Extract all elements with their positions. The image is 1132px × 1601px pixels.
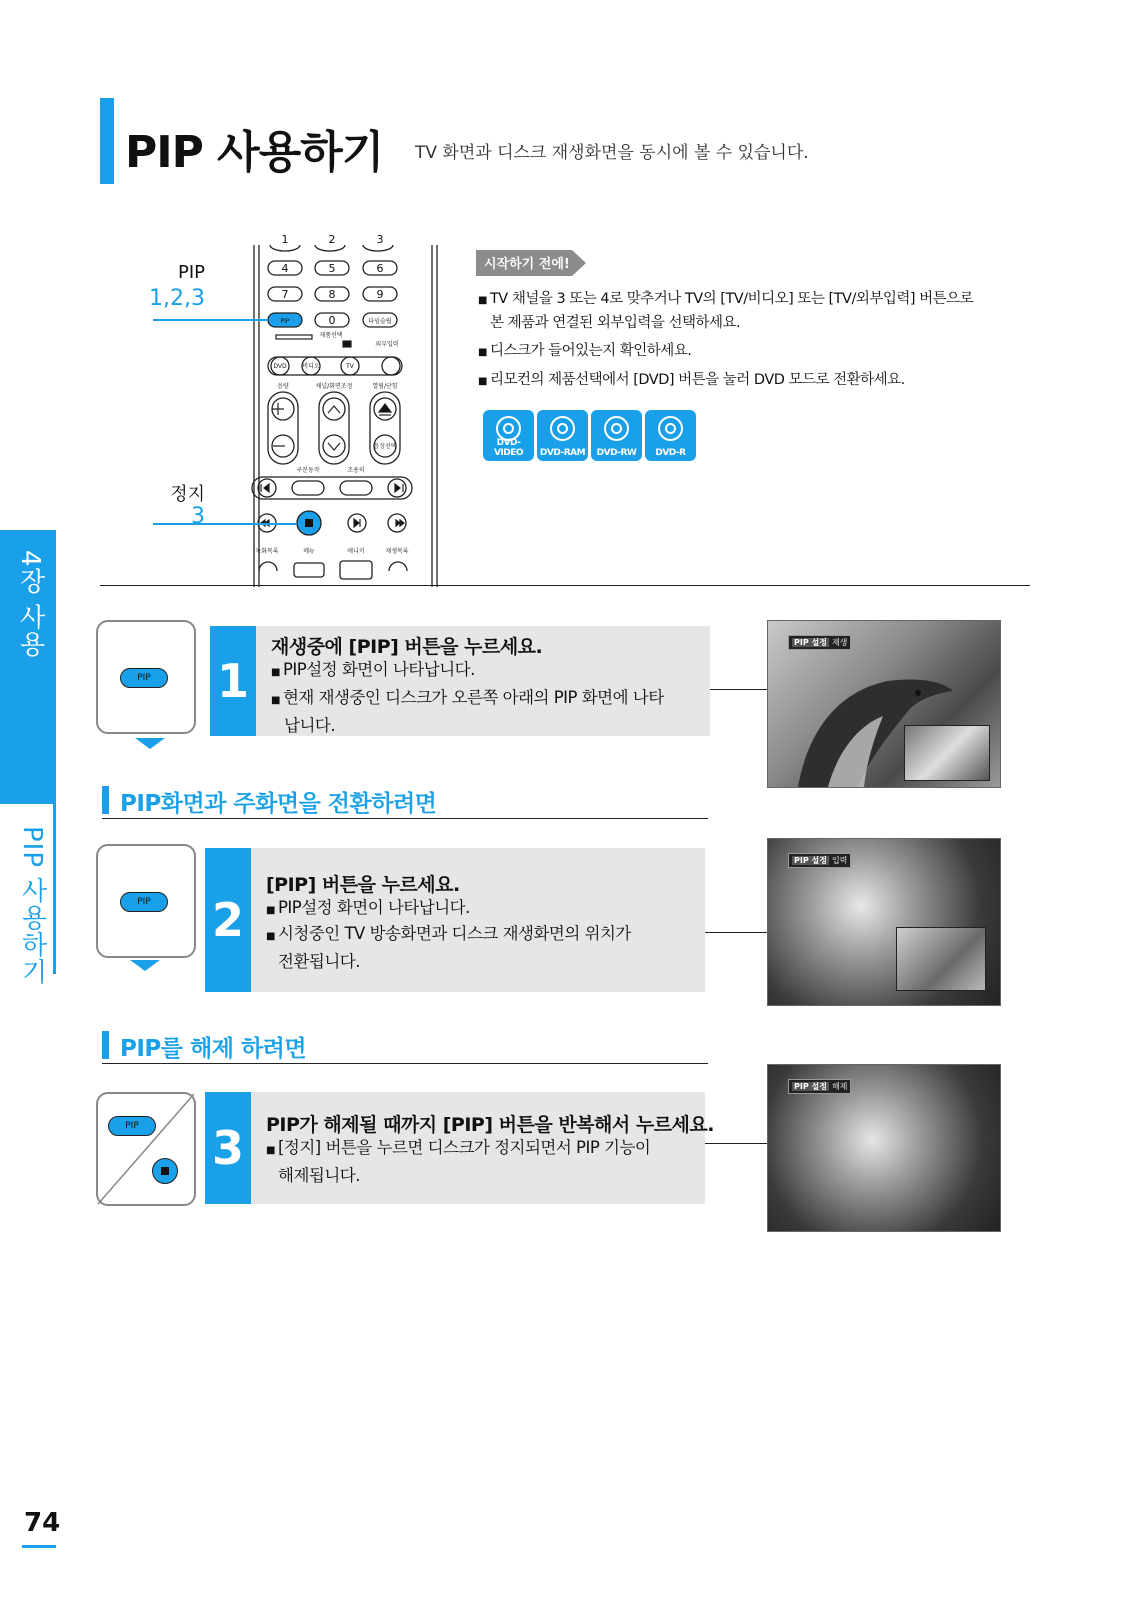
step1-text: 납니다. bbox=[284, 716, 336, 735]
disc-icon-dvd-rw bbox=[591, 410, 642, 461]
remote-frame: 구분동작 bbox=[296, 467, 320, 474]
before-start-tag bbox=[476, 250, 586, 276]
osd-value: 해제 bbox=[831, 1082, 848, 1091]
remote-label-stop-step: 3 bbox=[191, 504, 205, 529]
osd-tag: PIP 설정 bbox=[794, 856, 827, 865]
before-item-text: TV 채널을 3 또는 4로 맞추거나 TV의 [TV/비디오] 또는 [TV/외부입력] 버튼으로 bbox=[489, 291, 974, 307]
remote-recorded-list: 녹화목록 bbox=[255, 548, 279, 555]
subhead-rule bbox=[102, 1063, 708, 1064]
before-item-text: 리모컨의 제품선택에서 [DVD] 버튼을 눌러 DVD 모드로 전환하세요. bbox=[489, 372, 905, 388]
pip-window bbox=[896, 927, 986, 991]
before-item: ■ 디스크가 들어있는지 확인하세요. bbox=[478, 343, 692, 359]
remote-volume: 음량 bbox=[277, 383, 289, 390]
step2-line bbox=[278, 948, 360, 976]
remote-external-input: 외부입력 bbox=[375, 341, 399, 348]
step3-button-card bbox=[96, 1092, 196, 1206]
remote-key-6: 6 bbox=[376, 262, 384, 275]
subhead-rule bbox=[102, 818, 708, 819]
before-item-text: 본 제품과 연결된 외부입력을 선택하세요. bbox=[490, 315, 741, 331]
step2-heading: [PIP] 버튼을 누르세요. bbox=[266, 874, 460, 896]
step2-line: ■ 시청중인 TV 방송화면과 디스크 재생화면의 위치가 bbox=[266, 924, 631, 943]
disc-icon-dvd-ram bbox=[537, 410, 588, 461]
step2-button-card bbox=[96, 844, 196, 958]
disc-label: DVD-RW bbox=[596, 448, 637, 458]
page-title: PIP 사용하기 bbox=[125, 127, 384, 178]
svg-text:1: 1 bbox=[281, 233, 289, 246]
remote-sound-select: 음성선택 bbox=[373, 443, 397, 450]
before-item: ■ 리모컨의 제품선택에서 [DVD] 버튼을 눌러 DVD 모드로 전환하세요. bbox=[478, 372, 905, 388]
svg-text:2: 2 bbox=[328, 233, 336, 246]
remote-menu: 메뉴 bbox=[303, 548, 315, 555]
subhead-bar bbox=[102, 786, 109, 814]
pip-button: PIP bbox=[120, 668, 168, 688]
section-label: PIP 사용하기 bbox=[17, 826, 47, 986]
remote-key-4: 4 bbox=[281, 262, 289, 275]
step3-osd bbox=[788, 1079, 851, 1094]
remote-key-8: 8 bbox=[328, 288, 336, 301]
before-item-text: 디스크가 들어있는지 확인하세요. bbox=[489, 343, 692, 359]
osd-value: 재생 bbox=[831, 638, 848, 647]
step3-text: [정지] 버튼을 누르면 디스크가 정지되면서 PIP 기능이 bbox=[277, 1138, 651, 1157]
arrow-down-icon bbox=[135, 738, 165, 749]
step1-text: 현재 재생중인 디스크가 오른쪽 아래의 PIP 화면에 나타 bbox=[282, 688, 664, 707]
remote-key-9: 9 bbox=[376, 288, 384, 301]
step2-screen bbox=[767, 838, 1001, 1006]
step1-button-card bbox=[96, 620, 196, 734]
step3-number: 3 bbox=[205, 1092, 251, 1204]
remote-label-stop: 정지 bbox=[170, 484, 205, 505]
step1-line: ■ PIP설정 화면이 나타납니다. bbox=[271, 660, 475, 679]
subhead-release: PIP를 해제 하려면 bbox=[120, 1036, 307, 1062]
step3-line: ■ [정지] 버튼을 누르면 디스크가 정지되면서 PIP 기능이 bbox=[266, 1138, 651, 1157]
title-accent-bar bbox=[100, 98, 114, 184]
step3-screen bbox=[767, 1064, 1001, 1232]
pip-button: PIP bbox=[120, 892, 168, 912]
remote-open-close: 열림/단힘 bbox=[372, 383, 398, 390]
remote-key-5: 5 bbox=[328, 262, 336, 275]
step3-line bbox=[278, 1162, 360, 1190]
step1-text: PIP설정 화면이 나타납니다. bbox=[282, 660, 475, 679]
remote-key-pip: PIP bbox=[280, 318, 290, 325]
osd-tag: PIP 설정 bbox=[794, 1082, 827, 1091]
diagonal-divider bbox=[98, 1094, 194, 1204]
stop-button bbox=[152, 1158, 178, 1184]
pip-button: PIP bbox=[108, 1116, 156, 1136]
step1-screen bbox=[767, 620, 1001, 788]
subhead-switch: PIP화면과 주화면을 전환하려면 bbox=[120, 791, 437, 817]
before-item: ■ TV 채널을 3 또는 4로 맞추거나 TV의 [TV/비디오] 또는 [TV/외부입력] 버튼으로 본 제품과 연결된 외부입력을 선택하세요. bbox=[478, 291, 974, 331]
remote-channel: 채널/화면조정 bbox=[315, 383, 353, 390]
disc-label: DVD-VIDEO bbox=[493, 438, 524, 458]
arrow-down-icon bbox=[130, 960, 160, 971]
step1-line: ■ 현재 재생중인 디스크가 오른쪽 아래의 PIP 화면에 나타 bbox=[271, 688, 664, 707]
stop-icon bbox=[161, 1167, 169, 1175]
step2-text: PIP설정 화면이 나타납니다. bbox=[277, 898, 470, 917]
disc-label: DVD-R bbox=[655, 448, 686, 458]
pip-window bbox=[904, 725, 990, 781]
svg-text:3: 3 bbox=[376, 233, 384, 246]
connector-line bbox=[705, 1143, 768, 1144]
before-start-list bbox=[478, 288, 978, 398]
disc-label: DVD-RAM bbox=[539, 448, 586, 458]
step2-line: ■ PIP설정 화면이 나타납니다. bbox=[266, 898, 470, 917]
step1-line bbox=[284, 712, 335, 740]
step2-osd bbox=[788, 853, 851, 868]
page-subtitle: TV 화면과 디스크 재생화면을 동시에 볼 수 있습니다. bbox=[415, 143, 809, 163]
remote-key-7: 7 bbox=[281, 288, 289, 301]
step1-osd bbox=[788, 635, 851, 650]
remote-control-illustration bbox=[153, 233, 453, 587]
step2-number: 2 bbox=[205, 848, 251, 992]
chapter-tab-line bbox=[53, 804, 56, 974]
osd-value: 입력 bbox=[831, 856, 848, 865]
remote-product-select: 제품선택 bbox=[319, 332, 343, 339]
remote-key-timeslip: 타임슬립 bbox=[368, 318, 392, 325]
chapter-label: 4장 사용 bbox=[15, 550, 45, 658]
remote-key-0: 0 bbox=[328, 314, 336, 327]
remote-label-pip-steps: 1,2,3 bbox=[149, 286, 205, 311]
remote-quiet: 조용히 bbox=[347, 467, 365, 474]
section-divider bbox=[100, 585, 1030, 586]
step2-text: 시청중인 TV 방송화면과 디스크 재생화면의 위치가 bbox=[277, 924, 631, 943]
remote-mode-vcr: 비디오 bbox=[302, 363, 320, 370]
step1-number: 1 bbox=[210, 626, 256, 736]
remote-mode-tv: TV bbox=[346, 363, 354, 370]
step1-heading: 재생중에 [PIP] 버튼을 누르세요. bbox=[271, 636, 543, 658]
connector-line bbox=[705, 932, 768, 933]
disc-icon-dvd-r bbox=[645, 410, 696, 461]
connector-line bbox=[710, 689, 768, 690]
subhead-bar bbox=[102, 1031, 109, 1059]
remote-mode-dvd: DVD bbox=[273, 363, 287, 370]
remote-label-pip: PIP bbox=[177, 262, 205, 283]
step3-text: 해제됩니다. bbox=[278, 1166, 360, 1185]
remote-anykey: 애니키 bbox=[347, 548, 365, 555]
page-number: 74 bbox=[24, 1508, 61, 1538]
before-start-label: 시작하기 전에! bbox=[484, 257, 570, 272]
step3-heading: PIP가 해제될 때까지 [PIP] 버튼을 반복해서 누르세요. bbox=[266, 1114, 714, 1136]
step2-text: 전환됩니다. bbox=[278, 952, 360, 971]
remote-play-list: 재생목록 bbox=[385, 548, 409, 555]
page-number-underline bbox=[22, 1545, 56, 1548]
disc-icon-dvd-video bbox=[483, 410, 534, 461]
osd-tag: PIP 설정 bbox=[794, 638, 827, 647]
